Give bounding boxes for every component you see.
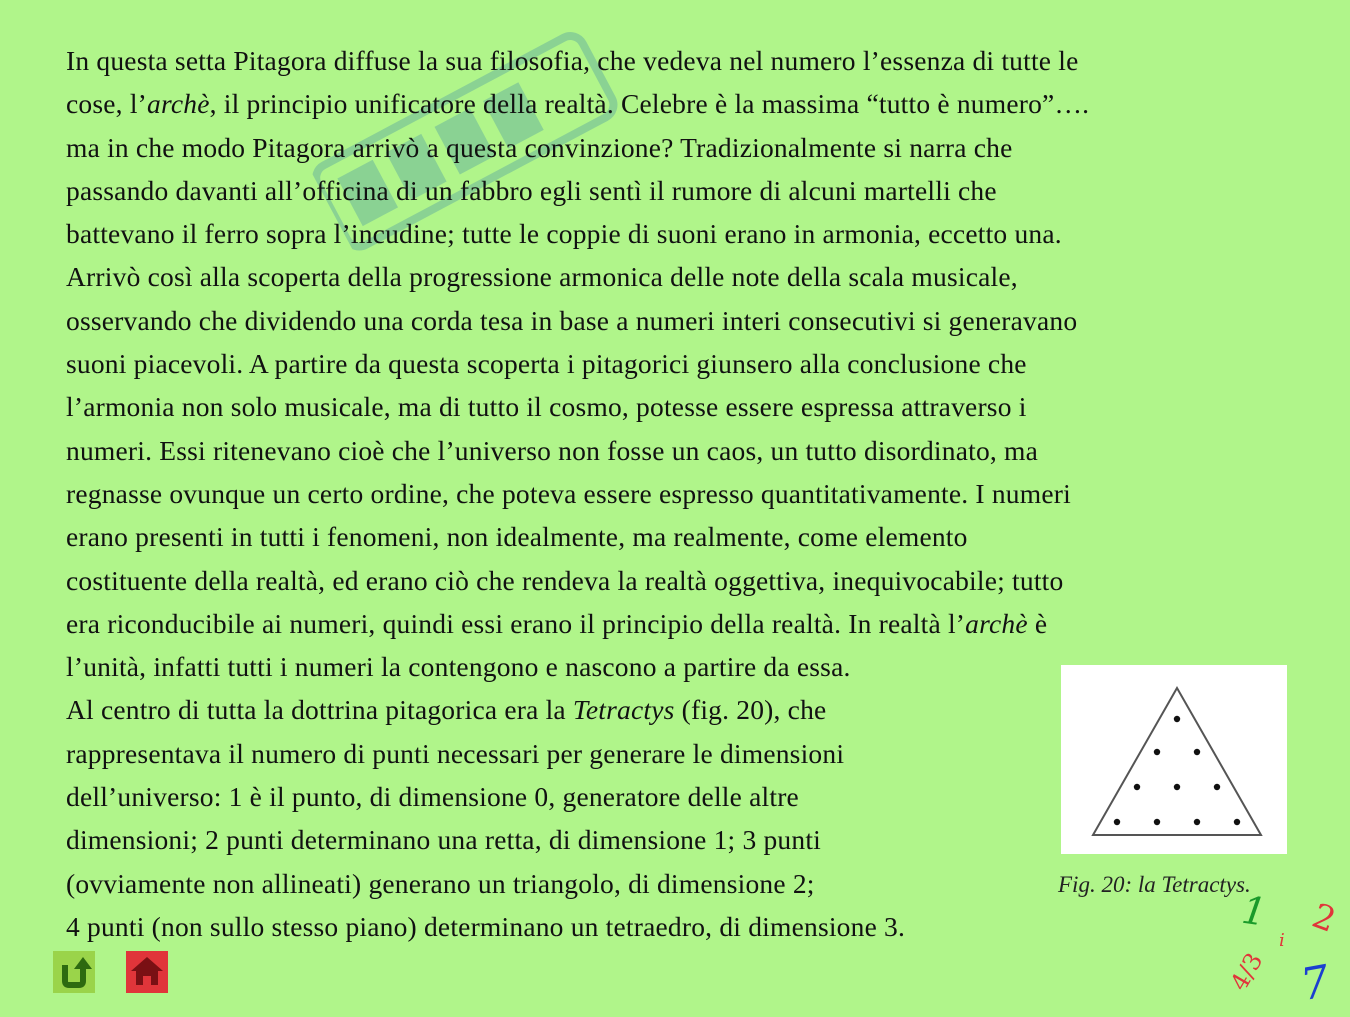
tetractys-dot [1194, 819, 1200, 825]
text-line [66, 602, 1306, 645]
numbers-decoration-icon [1215, 888, 1350, 1013]
text-run: passando davanti all’officina di un fabbro egli sentì il rumore di alcuni martelli che [66, 174, 997, 206]
back-arrow-icon [53, 951, 95, 993]
text-run: dell’universo: 1 è il punto, di dimensione 0, generatore delle altre [66, 781, 799, 813]
text-line [66, 82, 1306, 125]
tetractys-dot [1234, 819, 1240, 825]
text-run: è [1027, 607, 1048, 639]
text-run: , il principio unificatore della realtà. Celebre è la massima “tutto è numero”…. [209, 88, 1090, 120]
tetractys-dot [1194, 749, 1200, 755]
tetractys-dot [1134, 784, 1140, 790]
tetractys-dot [1214, 784, 1220, 790]
italic-term: archè [965, 607, 1028, 639]
text-line [66, 126, 1306, 169]
tetractys-dot [1114, 819, 1120, 825]
text-run: osservando che dividendo una corda tesa in base a numeri interi consecutivi si generavano [66, 304, 1078, 336]
tetractys-triangle-icon [1061, 665, 1287, 854]
figure-caption: Fig. 20: la Tetractys. [1058, 872, 1251, 897]
tetractys-dot [1154, 749, 1160, 755]
text-run: l’unità, infatti tutti i numeri la contengono e nascono a partire da essa. [66, 651, 851, 683]
deco-glyph: i [1279, 930, 1285, 951]
text-run: erano presenti in tutti i fenomeni, non idealmente, ma realmente, come elemento [66, 521, 968, 553]
tetractys-dot [1174, 716, 1180, 722]
text-run: dimensioni; 2 punti determinano una retta, di dimensione 1; 3 punti [66, 824, 822, 856]
deco-glyph: 4/3 [1224, 947, 1269, 996]
text-line [66, 429, 1306, 472]
text-line [66, 212, 1306, 255]
text-run: suoni piacevoli. A partire da questa scoperta i pitagorici giunsero alla conclusione che [66, 348, 1027, 380]
tetractys-figure [1061, 665, 1287, 854]
text-run: costituente della realtà, ed erano ciò che rendeva la realtà oggettiva, inequivocabile; tutto [66, 564, 1064, 596]
text-run: In questa setta Pitagora diffuse la sua filosofia, che vedeva nel numero l’essenza di tutte le [66, 45, 1079, 76]
text-run: era riconducibile ai numeri, quindi essi erano il principio della realtà. In realtà l’ [66, 607, 966, 639]
text-line [66, 299, 1306, 342]
text-run: Al centro di tutta la dottrina pitagorica era la [66, 694, 573, 726]
text-run: ma in che modo Pitagora arrivò a questa convinzione? Tradizionalmente si narra che [66, 131, 1013, 163]
text-line [66, 385, 1306, 428]
text-line [66, 515, 1306, 558]
text-run: cose, l’ [66, 88, 148, 120]
text-line [66, 905, 1306, 948]
italic-term: archè [147, 88, 210, 120]
text-run: regnasse ovunque un certo ordine, che poteva essere espresso quantitativamente. I numeri [66, 477, 1071, 509]
text-line [66, 39, 1306, 82]
text-line [66, 342, 1306, 385]
deco-glyph: 1 [1239, 888, 1270, 935]
text-run: numeri. Essi ritenevano cioè che l’universo non fosse un caos, un tutto disordinato, ma [66, 434, 1039, 466]
text-line [66, 255, 1306, 298]
text-run: rappresentava il numero di punti necessari per generare le dimensioni [66, 737, 845, 769]
deco-glyph: 7 [1296, 955, 1334, 1012]
tetractys-dot [1154, 819, 1160, 825]
deco-glyph: 2 [1306, 895, 1341, 941]
home-icon [126, 951, 168, 993]
home-button[interactable] [126, 951, 168, 993]
text-run: battevano il ferro sopra l’incudine; tutte le coppie di suoni erano in armonia, eccetto una. [66, 218, 1062, 250]
text-run: (fig. 20), che [674, 694, 827, 726]
text-run: 4 punti (non sullo stesso piano) determinano un tetraedro, di dimensione 3. [66, 910, 906, 942]
tetractys-dot [1174, 784, 1180, 790]
text-run: Arrivò così alla scoperta della progressione armonica delle note della scala musicale, [66, 261, 1018, 293]
text-line [66, 169, 1306, 212]
text-line [66, 559, 1306, 602]
text-run: (ovviamente non allineati) generano un triangolo, di dimensione 2; [66, 867, 815, 899]
italic-term: Tetractys [572, 694, 675, 726]
text-line [66, 472, 1306, 515]
back-button[interactable] [53, 951, 95, 993]
text-run: l’armonia non solo musicale, ma di tutto il cosmo, potesse essere espressa attraverso i [66, 391, 1027, 423]
decorative-numbers [1215, 888, 1350, 1013]
